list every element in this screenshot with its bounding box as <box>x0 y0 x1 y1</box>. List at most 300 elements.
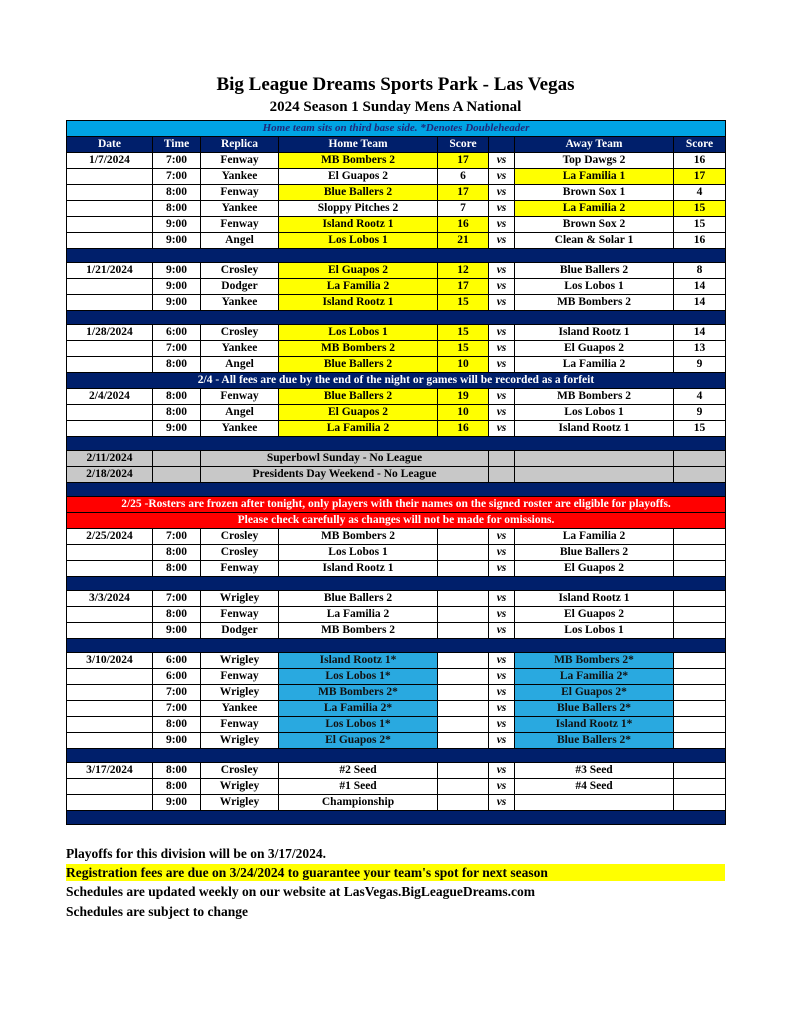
game-replica: Fenway <box>201 185 279 201</box>
game-row <box>67 795 726 811</box>
game-replica: Wrigley <box>201 733 279 749</box>
col-replica: Replica <box>201 137 279 153</box>
game-row <box>67 389 726 405</box>
home-team: MB Bombers 2 <box>279 341 438 357</box>
game-date: 1/28/2024 <box>67 325 153 341</box>
game-date <box>67 779 153 795</box>
away-score: 9 <box>674 357 726 373</box>
game-date: 3/17/2024 <box>67 763 153 779</box>
game-time: 8:00 <box>153 763 201 779</box>
vs-label: vs <box>489 201 515 217</box>
notice-text: Home team sits on third base side. *Denotes Doubleheader <box>67 121 726 137</box>
away-team: Blue Ballers 2 <box>515 545 674 561</box>
vs-label: vs <box>489 153 515 169</box>
off-date: 2/11/2024 <box>67 451 153 467</box>
game-time: 9:00 <box>153 733 201 749</box>
home-score <box>438 529 489 545</box>
vs-label: vs <box>489 405 515 421</box>
col-time: Time <box>153 137 201 153</box>
home-team: MB Bombers 2* <box>279 685 438 701</box>
vs-label: vs <box>489 701 515 717</box>
page-title: Big League Dreams Sports Park - Las Vegas <box>216 74 575 95</box>
game-replica: Wrigley <box>201 653 279 669</box>
playoffs-note: Playoffs for this division will be on 3/17/2024. <box>66 846 327 861</box>
game-date <box>67 185 153 201</box>
off-spacer <box>489 467 515 483</box>
away-score: 9 <box>674 405 726 421</box>
away-score: 4 <box>674 185 726 201</box>
home-team: Los Lobos 1* <box>279 669 438 685</box>
away-team: Los Lobos 1 <box>515 405 674 421</box>
roster-notice-text: Please check carefully as changes will not be made for omissions. <box>67 513 726 529</box>
vs-label: vs <box>489 169 515 185</box>
vs-label: vs <box>489 233 515 249</box>
game-replica: Dodger <box>201 279 279 295</box>
game-time: 8:00 <box>153 779 201 795</box>
game-date <box>67 623 153 639</box>
home-score: 21 <box>438 233 489 249</box>
game-row <box>67 561 726 577</box>
game-row <box>67 169 726 185</box>
vs-label: vs <box>489 591 515 607</box>
off-spacer <box>674 467 726 483</box>
away-score: 15 <box>674 201 726 217</box>
game-time: 9:00 <box>153 795 201 811</box>
game-time: 7:00 <box>153 591 201 607</box>
home-team: Island Rootz 1 <box>279 561 438 577</box>
home-team: La Familia 2* <box>279 701 438 717</box>
separator-row <box>67 311 726 325</box>
game-row <box>67 763 726 779</box>
home-score: 12 <box>438 263 489 279</box>
away-score <box>674 733 726 749</box>
game-date <box>67 217 153 233</box>
home-team: Los Lobos 1 <box>279 545 438 561</box>
game-date: 2/4/2024 <box>67 389 153 405</box>
separator-cell <box>67 483 726 497</box>
away-team: Clean & Solar 1 <box>515 233 674 249</box>
off-text: Superbowl Sunday - No League <box>201 451 489 467</box>
game-replica: Wrigley <box>201 685 279 701</box>
home-team: La Familia 2 <box>279 421 438 437</box>
away-team: La Familia 1 <box>515 169 674 185</box>
home-team: Island Rootz 1* <box>279 653 438 669</box>
vs-label: vs <box>489 607 515 623</box>
game-row <box>67 153 726 169</box>
away-team: Los Lobos 1 <box>515 279 674 295</box>
game-date <box>67 279 153 295</box>
game-date: 2/25/2024 <box>67 529 153 545</box>
game-replica: Crosley <box>201 763 279 779</box>
away-score <box>674 795 726 811</box>
game-time: 6:00 <box>153 325 201 341</box>
game-replica: Angel <box>201 357 279 373</box>
game-row <box>67 529 726 545</box>
away-team: Blue Ballers 2* <box>515 701 674 717</box>
away-score <box>674 623 726 639</box>
vs-label: vs <box>489 717 515 733</box>
home-team: MB Bombers 2 <box>279 529 438 545</box>
game-replica: Yankee <box>201 201 279 217</box>
game-time: 9:00 <box>153 217 201 233</box>
home-score: 16 <box>438 217 489 233</box>
col-vs <box>489 137 515 153</box>
vs-label: vs <box>489 421 515 437</box>
away-team: MB Bombers 2* <box>515 653 674 669</box>
away-score: 14 <box>674 279 726 295</box>
game-time: 7:00 <box>153 153 201 169</box>
game-date <box>67 357 153 373</box>
away-score <box>674 529 726 545</box>
home-team: La Familia 2 <box>279 607 438 623</box>
home-score: 19 <box>438 389 489 405</box>
game-date <box>67 733 153 749</box>
col-away-team: Away Team <box>515 137 674 153</box>
away-score: 14 <box>674 325 726 341</box>
vs-label: vs <box>489 763 515 779</box>
away-score <box>674 653 726 669</box>
game-replica: Crosley <box>201 263 279 279</box>
fee-notice-text: 2/4 - All fees are due by the end of the night or games will be recorded as a forfeit <box>67 373 726 389</box>
game-date <box>67 701 153 717</box>
registration-note: Registration fees are due on 3/24/2024 to guarantee your team's spot for next season <box>66 864 725 881</box>
game-time: 7:00 <box>153 529 201 545</box>
game-row <box>67 701 726 717</box>
game-date <box>67 405 153 421</box>
vs-label: vs <box>489 623 515 639</box>
game-replica: Fenway <box>201 217 279 233</box>
game-date <box>67 669 153 685</box>
separator-cell <box>67 639 726 653</box>
home-score: 10 <box>438 357 489 373</box>
away-team: Island Rootz 1 <box>515 325 674 341</box>
roster-notice-row <box>67 513 726 529</box>
separator-cell <box>67 811 726 825</box>
home-score <box>438 717 489 733</box>
fee-notice-row <box>67 373 726 389</box>
game-date: 1/21/2024 <box>67 263 153 279</box>
off-spacer <box>153 451 201 467</box>
game-time: 9:00 <box>153 421 201 437</box>
home-team: Blue Ballers 2 <box>279 591 438 607</box>
vs-label: vs <box>489 325 515 341</box>
game-date <box>67 717 153 733</box>
home-team: #2 Seed <box>279 763 438 779</box>
home-team: Island Rootz 1 <box>279 295 438 311</box>
game-time: 9:00 <box>153 295 201 311</box>
home-team: Blue Ballers 2 <box>279 357 438 373</box>
away-team: #4 Seed <box>515 779 674 795</box>
home-score <box>438 607 489 623</box>
away-team: El Guapos 2* <box>515 685 674 701</box>
away-score: 14 <box>674 295 726 311</box>
game-time: 7:00 <box>153 341 201 357</box>
game-replica: Fenway <box>201 389 279 405</box>
website-note: Schedules are updated weekly on our website at LasVegas.BigLeagueDreams.com <box>66 884 536 899</box>
home-score <box>438 701 489 717</box>
away-score <box>674 591 726 607</box>
away-score <box>674 607 726 623</box>
game-time: 7:00 <box>153 701 201 717</box>
game-row <box>67 341 726 357</box>
away-team: Island Rootz 1 <box>515 421 674 437</box>
away-team: #3 Seed <box>515 763 674 779</box>
separator-cell <box>67 249 726 263</box>
game-date <box>67 201 153 217</box>
game-time: 6:00 <box>153 653 201 669</box>
home-score: 10 <box>438 405 489 421</box>
away-team: Island Rootz 1 <box>515 591 674 607</box>
vs-label: vs <box>489 389 515 405</box>
away-team: La Familia 2 <box>515 201 674 217</box>
game-row <box>67 607 726 623</box>
away-score: 8 <box>674 263 726 279</box>
col-away-score: Score <box>674 137 726 153</box>
game-time: 8:00 <box>153 389 201 405</box>
game-date: 3/3/2024 <box>67 591 153 607</box>
away-team: El Guapos 2 <box>515 561 674 577</box>
game-row <box>67 217 726 233</box>
vs-label: vs <box>489 529 515 545</box>
game-row <box>67 545 726 561</box>
vs-label: vs <box>489 733 515 749</box>
vs-label: vs <box>489 263 515 279</box>
away-team: MB Bombers 2 <box>515 295 674 311</box>
separator-row <box>67 811 726 825</box>
away-team: El Guapos 2 <box>515 607 674 623</box>
separator-row <box>67 437 726 451</box>
vs-label: vs <box>489 653 515 669</box>
away-score <box>674 561 726 577</box>
game-row <box>67 233 726 249</box>
home-score <box>438 561 489 577</box>
home-score: 7 <box>438 201 489 217</box>
vs-label: vs <box>489 279 515 295</box>
game-row <box>67 623 726 639</box>
separator-row <box>67 577 726 591</box>
roster-notice-row <box>67 497 726 513</box>
game-time: 8:00 <box>153 545 201 561</box>
away-score <box>674 669 726 685</box>
page-subtitle: 2024 Season 1 Sunday Mens A National <box>269 99 522 115</box>
vs-label: vs <box>489 669 515 685</box>
home-team: MB Bombers 2 <box>279 623 438 639</box>
game-row <box>67 733 726 749</box>
away-team: MB Bombers 2 <box>515 389 674 405</box>
home-team: Championship <box>279 795 438 811</box>
game-replica: Yankee <box>201 169 279 185</box>
game-replica: Angel <box>201 405 279 421</box>
game-replica: Fenway <box>201 669 279 685</box>
home-team: Blue Ballers 2 <box>279 389 438 405</box>
game-row <box>67 405 726 421</box>
vs-label: vs <box>489 545 515 561</box>
game-row <box>67 357 726 373</box>
home-score <box>438 733 489 749</box>
off-text: Presidents Day Weekend - No League <box>201 467 489 483</box>
game-replica: Fenway <box>201 717 279 733</box>
vs-label: vs <box>489 685 515 701</box>
game-replica: Dodger <box>201 623 279 639</box>
home-score: 15 <box>438 325 489 341</box>
game-replica: Fenway <box>201 607 279 623</box>
game-date: 1/7/2024 <box>67 153 153 169</box>
home-score <box>438 795 489 811</box>
game-date: 3/10/2024 <box>67 653 153 669</box>
game-replica: Yankee <box>201 421 279 437</box>
away-team: Island Rootz 1* <box>515 717 674 733</box>
game-row <box>67 201 726 217</box>
away-score: 16 <box>674 233 726 249</box>
game-replica: Crosley <box>201 529 279 545</box>
home-team: Sloppy Pitches 2 <box>279 201 438 217</box>
game-row <box>67 685 726 701</box>
vs-label: vs <box>489 357 515 373</box>
game-time: 8:00 <box>153 561 201 577</box>
game-row <box>67 653 726 669</box>
game-date <box>67 341 153 357</box>
game-row <box>67 779 726 795</box>
game-time: 8:00 <box>153 201 201 217</box>
away-team: Blue Ballers 2 <box>515 263 674 279</box>
game-date <box>67 169 153 185</box>
header-row <box>67 137 726 153</box>
home-score <box>438 779 489 795</box>
home-score: 17 <box>438 153 489 169</box>
game-row <box>67 421 726 437</box>
away-score: 15 <box>674 421 726 437</box>
separator-row <box>67 483 726 497</box>
col-home-team: Home Team <box>279 137 438 153</box>
roster-notice-text: 2/25 -Rosters are frozen after tonight, only players with their names on the signed roster are eligible for playoffs. <box>67 497 726 513</box>
game-time: 8:00 <box>153 717 201 733</box>
vs-label: vs <box>489 185 515 201</box>
vs-label: vs <box>489 295 515 311</box>
home-team: MB Bombers 2 <box>279 153 438 169</box>
away-team: Top Dawgs 2 <box>515 153 674 169</box>
home-team: La Familia 2 <box>279 279 438 295</box>
away-score <box>674 779 726 795</box>
home-score <box>438 591 489 607</box>
home-score: 17 <box>438 279 489 295</box>
home-team: El Guapos 2 <box>279 169 438 185</box>
separator-row <box>67 749 726 763</box>
away-team: Blue Ballers 2* <box>515 733 674 749</box>
home-team: #1 Seed <box>279 779 438 795</box>
vs-label: vs <box>489 779 515 795</box>
game-replica: Angel <box>201 233 279 249</box>
game-time: 6:00 <box>153 669 201 685</box>
home-score: 16 <box>438 421 489 437</box>
off-spacer <box>515 467 674 483</box>
game-row <box>67 325 726 341</box>
off-spacer <box>153 467 201 483</box>
game-time: 9:00 <box>153 233 201 249</box>
off-spacer <box>489 451 515 467</box>
away-score <box>674 763 726 779</box>
separator-cell <box>67 437 726 451</box>
game-row <box>67 295 726 311</box>
game-time: 9:00 <box>153 623 201 639</box>
away-team: La Familia 2* <box>515 669 674 685</box>
away-score: 15 <box>674 217 726 233</box>
game-time: 8:00 <box>153 357 201 373</box>
vs-label: vs <box>489 795 515 811</box>
away-team: Los Lobos 1 <box>515 623 674 639</box>
game-date <box>67 607 153 623</box>
schedule-table <box>66 120 726 825</box>
game-replica: Yankee <box>201 701 279 717</box>
no-league-row <box>67 467 726 483</box>
game-row <box>67 591 726 607</box>
game-replica: Yankee <box>201 341 279 357</box>
home-score: 17 <box>438 185 489 201</box>
notice-row <box>67 121 726 137</box>
game-row <box>67 717 726 733</box>
away-score <box>674 545 726 561</box>
home-team: El Guapos 2 <box>279 263 438 279</box>
home-team: Los Lobos 1 <box>279 233 438 249</box>
col-date: Date <box>67 137 153 153</box>
home-score <box>438 623 489 639</box>
game-date <box>67 233 153 249</box>
vs-label: vs <box>489 217 515 233</box>
vs-label: vs <box>489 341 515 357</box>
away-team: El Guapos 2 <box>515 341 674 357</box>
home-score: 6 <box>438 169 489 185</box>
game-replica: Wrigley <box>201 591 279 607</box>
game-replica: Wrigley <box>201 795 279 811</box>
home-team: El Guapos 2 <box>279 405 438 421</box>
game-time: 9:00 <box>153 263 201 279</box>
subject-note: Schedules are subject to change <box>66 904 248 919</box>
game-date <box>67 295 153 311</box>
game-time: 7:00 <box>153 685 201 701</box>
away-team: Brown Sox 2 <box>515 217 674 233</box>
home-team: Island Rootz 1 <box>279 217 438 233</box>
game-date <box>67 545 153 561</box>
game-row <box>67 185 726 201</box>
no-league-row <box>67 451 726 467</box>
home-team: Los Lobos 1* <box>279 717 438 733</box>
home-team: Los Lobos 1 <box>279 325 438 341</box>
game-date <box>67 795 153 811</box>
off-date: 2/18/2024 <box>67 467 153 483</box>
away-score: 17 <box>674 169 726 185</box>
away-score <box>674 717 726 733</box>
home-score: 15 <box>438 295 489 311</box>
game-row <box>67 669 726 685</box>
away-team: La Familia 2 <box>515 529 674 545</box>
game-time: 8:00 <box>153 405 201 421</box>
game-time: 9:00 <box>153 279 201 295</box>
home-team: Blue Ballers 2 <box>279 185 438 201</box>
away-score: 16 <box>674 153 726 169</box>
away-score <box>674 685 726 701</box>
separator-cell <box>67 311 726 325</box>
game-replica: Crosley <box>201 325 279 341</box>
col-home-score: Score <box>438 137 489 153</box>
game-time: 7:00 <box>153 169 201 185</box>
away-score: 4 <box>674 389 726 405</box>
home-team: El Guapos 2* <box>279 733 438 749</box>
game-date <box>67 561 153 577</box>
game-time: 8:00 <box>153 185 201 201</box>
game-date <box>67 421 153 437</box>
game-row <box>67 279 726 295</box>
game-row <box>67 263 726 279</box>
away-team: La Familia 2 <box>515 357 674 373</box>
